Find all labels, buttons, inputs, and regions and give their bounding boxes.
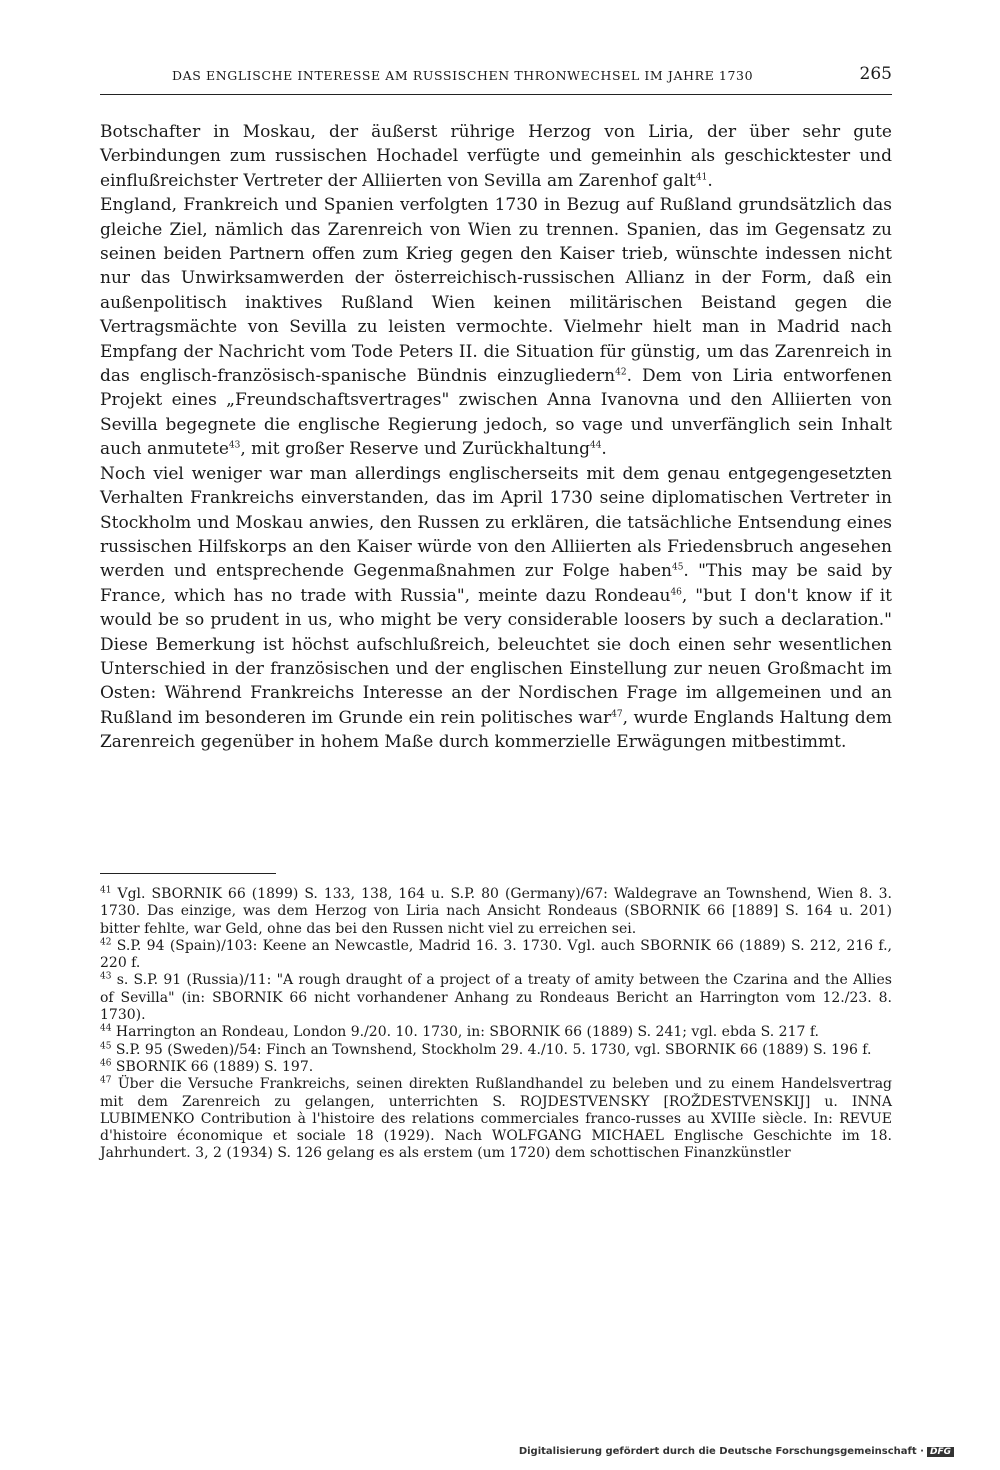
footnote-ref-42: 42 <box>615 367 627 378</box>
running-title: DAS ENGLISCHE INTERESSE AM RUSSISCHEN THRONWECHSEL IM JAHRE 1730 <box>172 68 754 83</box>
footnote-number: 47 <box>100 1075 112 1086</box>
footnote-text: Über die Versuche Frankreichs, seinen direkten Rußlandhandel zu beleben und zu einem Handelsvertrag mit dem Zarenreich zu gelangen, unterrichten S. ROJDESTVENSKY [ROŽDESTVENSKIJ] u. INNA LUBIMENKO Contribution à l'histoire des relations commerciales franco-russes au XVIIIe siècle. In: REVUE d'histoire économique et sociale 18 (1929). Nach WOLFGANG MICHAEL Englische Geschichte im 18. Jahrhundert. 3, 2 (1934) S. 126 gelang es als erstem (um 1720) dem schottischen Finanzkünstler <box>100 1076 892 1162</box>
footnote-42 <box>100 938 892 973</box>
footnote-ref-45: 45 <box>671 562 684 573</box>
footnote-number: 41 <box>100 885 112 896</box>
text-run: England, Frankreich und Spanien verfolgten 1730 in Bezug auf Rußland grundsätzlich das gleiche Ziel, nämlich das Zarenreich von Wien zu trennen. Spanien, das im Gegensatz zu seinen beiden Partnern offen zum Krieg gegen den Kaiser trieb, wünschte indessen nicht nur das Unwirksamwerden der österreichisch-russischen Allianz in der Form, daß ein außenpolitisch inaktives Rußland Wien keinen militärischen Beistand gegen die Vertragsmächte von Sevilla zu leisten vermochte. Vielmehr hielt man in Madrid nach Empfang der Nachricht vom Tode Peters II. die Situation für günstig, um das Zarenreich in das englisch-französisch-spanische Bündnis einzugliedern <box>100 195 892 387</box>
footnote-text: s. S.P. 91 (Russia)/11: "A rough draught of a project of a treaty of amity between the Czarina and the Allies of Sevilla" (in: SBORNIK 66 nicht vorhandener Anhang zu Rondeaus Bericht an Harrington vom 12./23. 8. 1730). <box>100 972 892 1024</box>
page-number: 265 <box>859 64 892 84</box>
footnote-text: Harrington an Rondeau, London 9./20. 10. 1730, in: SBORNIK 66 (1889) S. 241; vgl. ebda S. 217 f. <box>115 1024 819 1041</box>
paragraph-3 <box>100 462 892 755</box>
footnote-text: SBORNIK 66 (1889) S. 197. <box>115 1058 314 1075</box>
text-run: Botschafter in Moskau, der äußerst rührige Herzog von Liria, der über sehr gute Verbindungen zum russischen Hochadel verfügte und gemeinhin als geschicktester und einflußreichster Vertreter der Alliierten von Sevilla am Zarenhof galt <box>100 122 892 191</box>
text-run: . <box>707 170 713 191</box>
footnote-number: 45 <box>100 1041 112 1052</box>
digitization-credit <box>519 1446 954 1457</box>
text-run: . "This may be said by France, which has no trade with Russia", meinte dazu Rondeau <box>100 561 892 606</box>
text-run: Noch viel weniger war man allerdings englischerseits mit dem genau entgegengesetzten Verhalten Frankreichs einverstanden, das im April 1730 seine diplomatischen Vertreter in Stockholm und Moskau anwies, den Russen zu erklären, die tatsächliche Entsendung eines russischen Hilfskorps an den Kaiser würde von den Alliierten als Friedensbruch angesehen werden und entsprechende Gegenmaßnahmen zur Folge haben <box>100 463 892 582</box>
dfg-logo: DFG <box>927 1447 954 1457</box>
footnote-46 <box>100 1059 892 1076</box>
footnotes <box>100 886 892 1163</box>
footnote-41 <box>100 886 892 938</box>
text-run: . <box>601 439 607 460</box>
footnote-47 <box>100 1076 892 1162</box>
footnote-number: 42 <box>100 937 112 948</box>
running-header <box>100 64 892 95</box>
footnote-text: S.P. 95 (Sweden)/54: Finch an Townshend, Stockholm 29. 4./10. 5. 1730, vgl. SBORNIK 66 (1889) S. 196 f. <box>115 1041 872 1058</box>
footnote-number: 43 <box>100 971 112 982</box>
footnote-43 <box>100 972 892 1024</box>
text-run: , "but I don't know if it would be so prudent in us, who might be very considerable loosers by such a declaration." Diese Bemerkung ist höchst aufschlußreich, beleuchtet sie doch einen sehr wesentlichen Unterschied in der französischen und der englischen Einstellung zur neuen Großmacht im Osten: Während Frankreichs Interesse an der Nordischen Frage im allgemeinen und an Rußland im besonderen im Grunde ein rein politisches war <box>100 585 892 728</box>
footnote-divider <box>100 873 276 874</box>
paragraph-2 <box>100 193 892 461</box>
text-run: , wurde Englands Haltung dem Zarenreich gegenüber in hohem Maße durch kommerzielle Erwägungen mitbestimmt. <box>100 707 892 753</box>
separator-dot: · <box>920 1446 924 1457</box>
footnote-text: S.P. 94 (Spain)/103: Keene an Newcastle, Madrid 16. 3. 1730. Vgl. auch SBORNIK 66 (1889) S. 212, 216 f., 220 f. <box>100 937 892 972</box>
text-run: , mit großer Reserve und Zurückhaltung <box>240 439 590 460</box>
footnote-ref-44: 44 <box>589 440 602 451</box>
footnote-number: 44 <box>100 1023 112 1034</box>
footnote-ref-47: 47 <box>611 709 623 720</box>
footnote-ref-43: 43 <box>228 440 241 451</box>
credit-text: Digitalisierung gefördert durch die Deutsche Forschungsgemeinschaft <box>518 1446 917 1457</box>
paragraph-1 <box>100 120 892 193</box>
footnote-44 <box>100 1024 892 1041</box>
footnote-ref-41: 41 <box>695 172 708 183</box>
footnote-45 <box>100 1042 892 1059</box>
main-text <box>100 120 892 755</box>
text-run: . Dem von Liria entworfenen Projekt eines „Freundschaftsvertrages" zwischen Anna Ivanovna und den Alliierten von Sevilla begegnete die englische Regierung jedoch, so vage und unverfänglich sein Inhalt auch anmutete <box>100 366 893 460</box>
footnote-ref-46: 46 <box>670 587 682 598</box>
footnote-number: 46 <box>100 1058 112 1069</box>
footnote-text: Vgl. SBORNIK 66 (1899) S. 133, 138, 164 u. S.P. 80 (Germany)/67: Waldegrave an Townshend, Wien 8. 3. 1730. Das einzige, was dem Herzog von Liria nach Ansicht Rondeaus (SBORNIK 66 [1889] S. 164 u. 201) bitter fehlte, war Geld, ohne das bei den Russen nicht viel zu erreichen sei. <box>100 886 893 937</box>
